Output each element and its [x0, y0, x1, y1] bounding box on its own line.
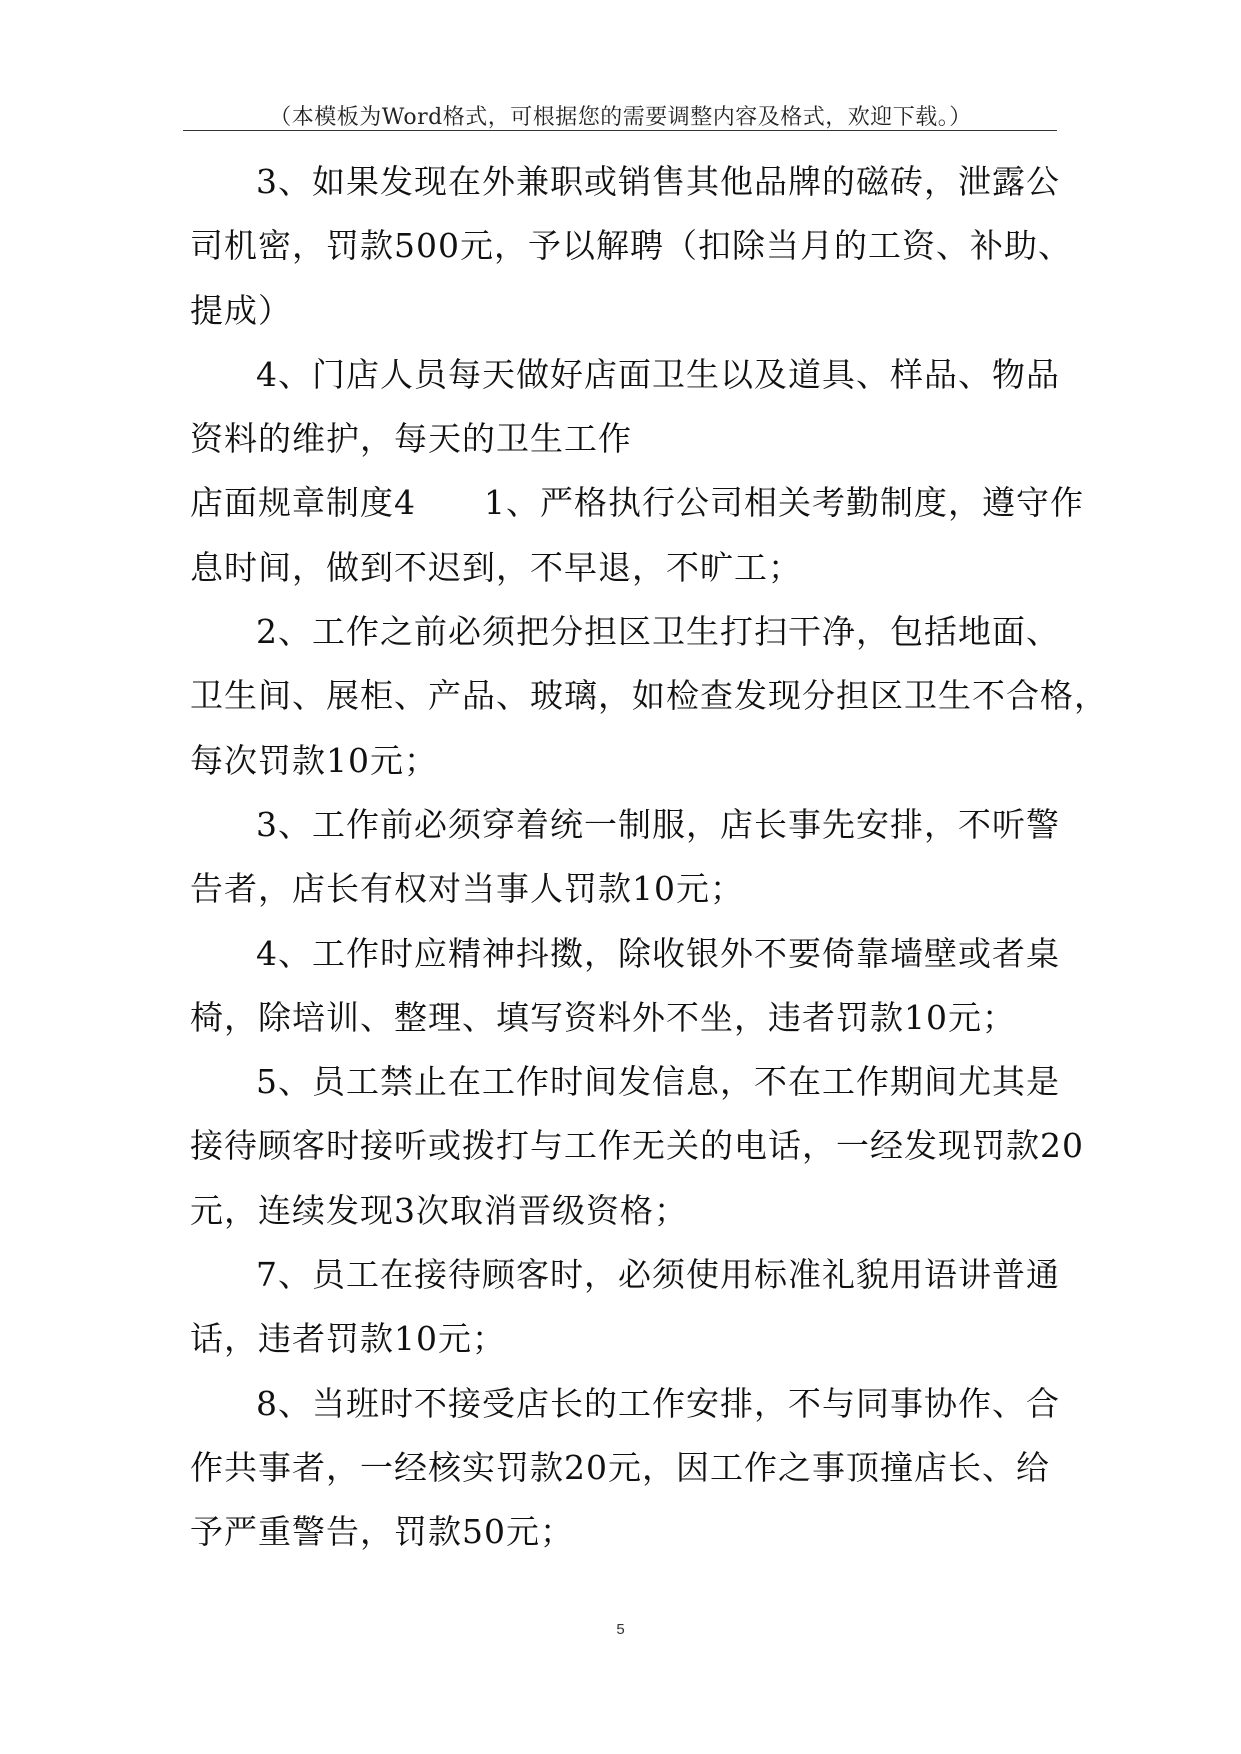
body-line: 2、工作之前必须把分担区卫生打扫干净，包括地面、: [256, 612, 1060, 652]
body-line: 椅，除培训、整理、填写资料外不坐，违者罚款10元；: [190, 997, 1016, 1037]
body-line: 资料的维护，每天的卫生工作: [190, 419, 632, 459]
body-line: 店面规章制度4 1、严格执行公司相关考勤制度，遵守作: [190, 483, 1084, 523]
body-line: 4、工作时应精神抖擞，除收银外不要倚靠墙壁或者桌: [256, 933, 1060, 973]
header-note: （本模板为Word格式，可根据您的需要调整内容及格式，欢迎下载。）: [269, 105, 972, 130]
body-line: 告者，店长有权对当事人罚款10元；: [190, 869, 744, 909]
body-line: 每次罚款10元；: [190, 740, 438, 780]
body-line: 司机密，罚款500元，予以解聘（扣除当月的工资、补助、: [190, 226, 1072, 266]
body-line: 5、员工禁止在工作时间发信息，不在工作期间尤其是: [256, 1062, 1060, 1102]
body-line: 元，连续发现3次取消晋级资格；: [190, 1190, 688, 1230]
body-line: 7、员工在接待顾客时，必须使用标准礼貌用语讲普通: [256, 1255, 1060, 1295]
body-line: 息时间，做到不迟到，不早退，不旷工；: [190, 547, 802, 587]
header-divider: [183, 130, 1057, 131]
body-line: 作共事者，一经核实罚款20元，因工作之事顶撞店长、给: [190, 1447, 1050, 1487]
body-line: 3、如果发现在外兼职或销售其他品牌的磁砖，泄露公: [256, 162, 1060, 201]
body-line: 提成）: [190, 290, 292, 330]
body-line: 话，违者罚款10元；: [190, 1319, 506, 1359]
body-line: 3、工作前必须穿着统一制服，店长事先安排，不听警: [256, 804, 1060, 844]
body-line: 卫生间、展柜、产品、玻璃，如检查发现分担区卫生不合格，: [190, 676, 1108, 716]
document-body: [190, 150, 1108, 1565]
body-line: 接待顾客时接听或拨打与工作无关的电话，一经发现罚款20: [190, 1126, 1084, 1166]
page-number: 5: [616, 1621, 625, 1638]
body-line: 4、门店人员每天做好店面卫生以及道具、样品、物品: [256, 354, 1060, 394]
body-line: 8、当班时不接受店长的工作安排，不与同事协作、合: [256, 1383, 1060, 1423]
body-line: 予严重警告，罚款50元；: [190, 1512, 574, 1552]
